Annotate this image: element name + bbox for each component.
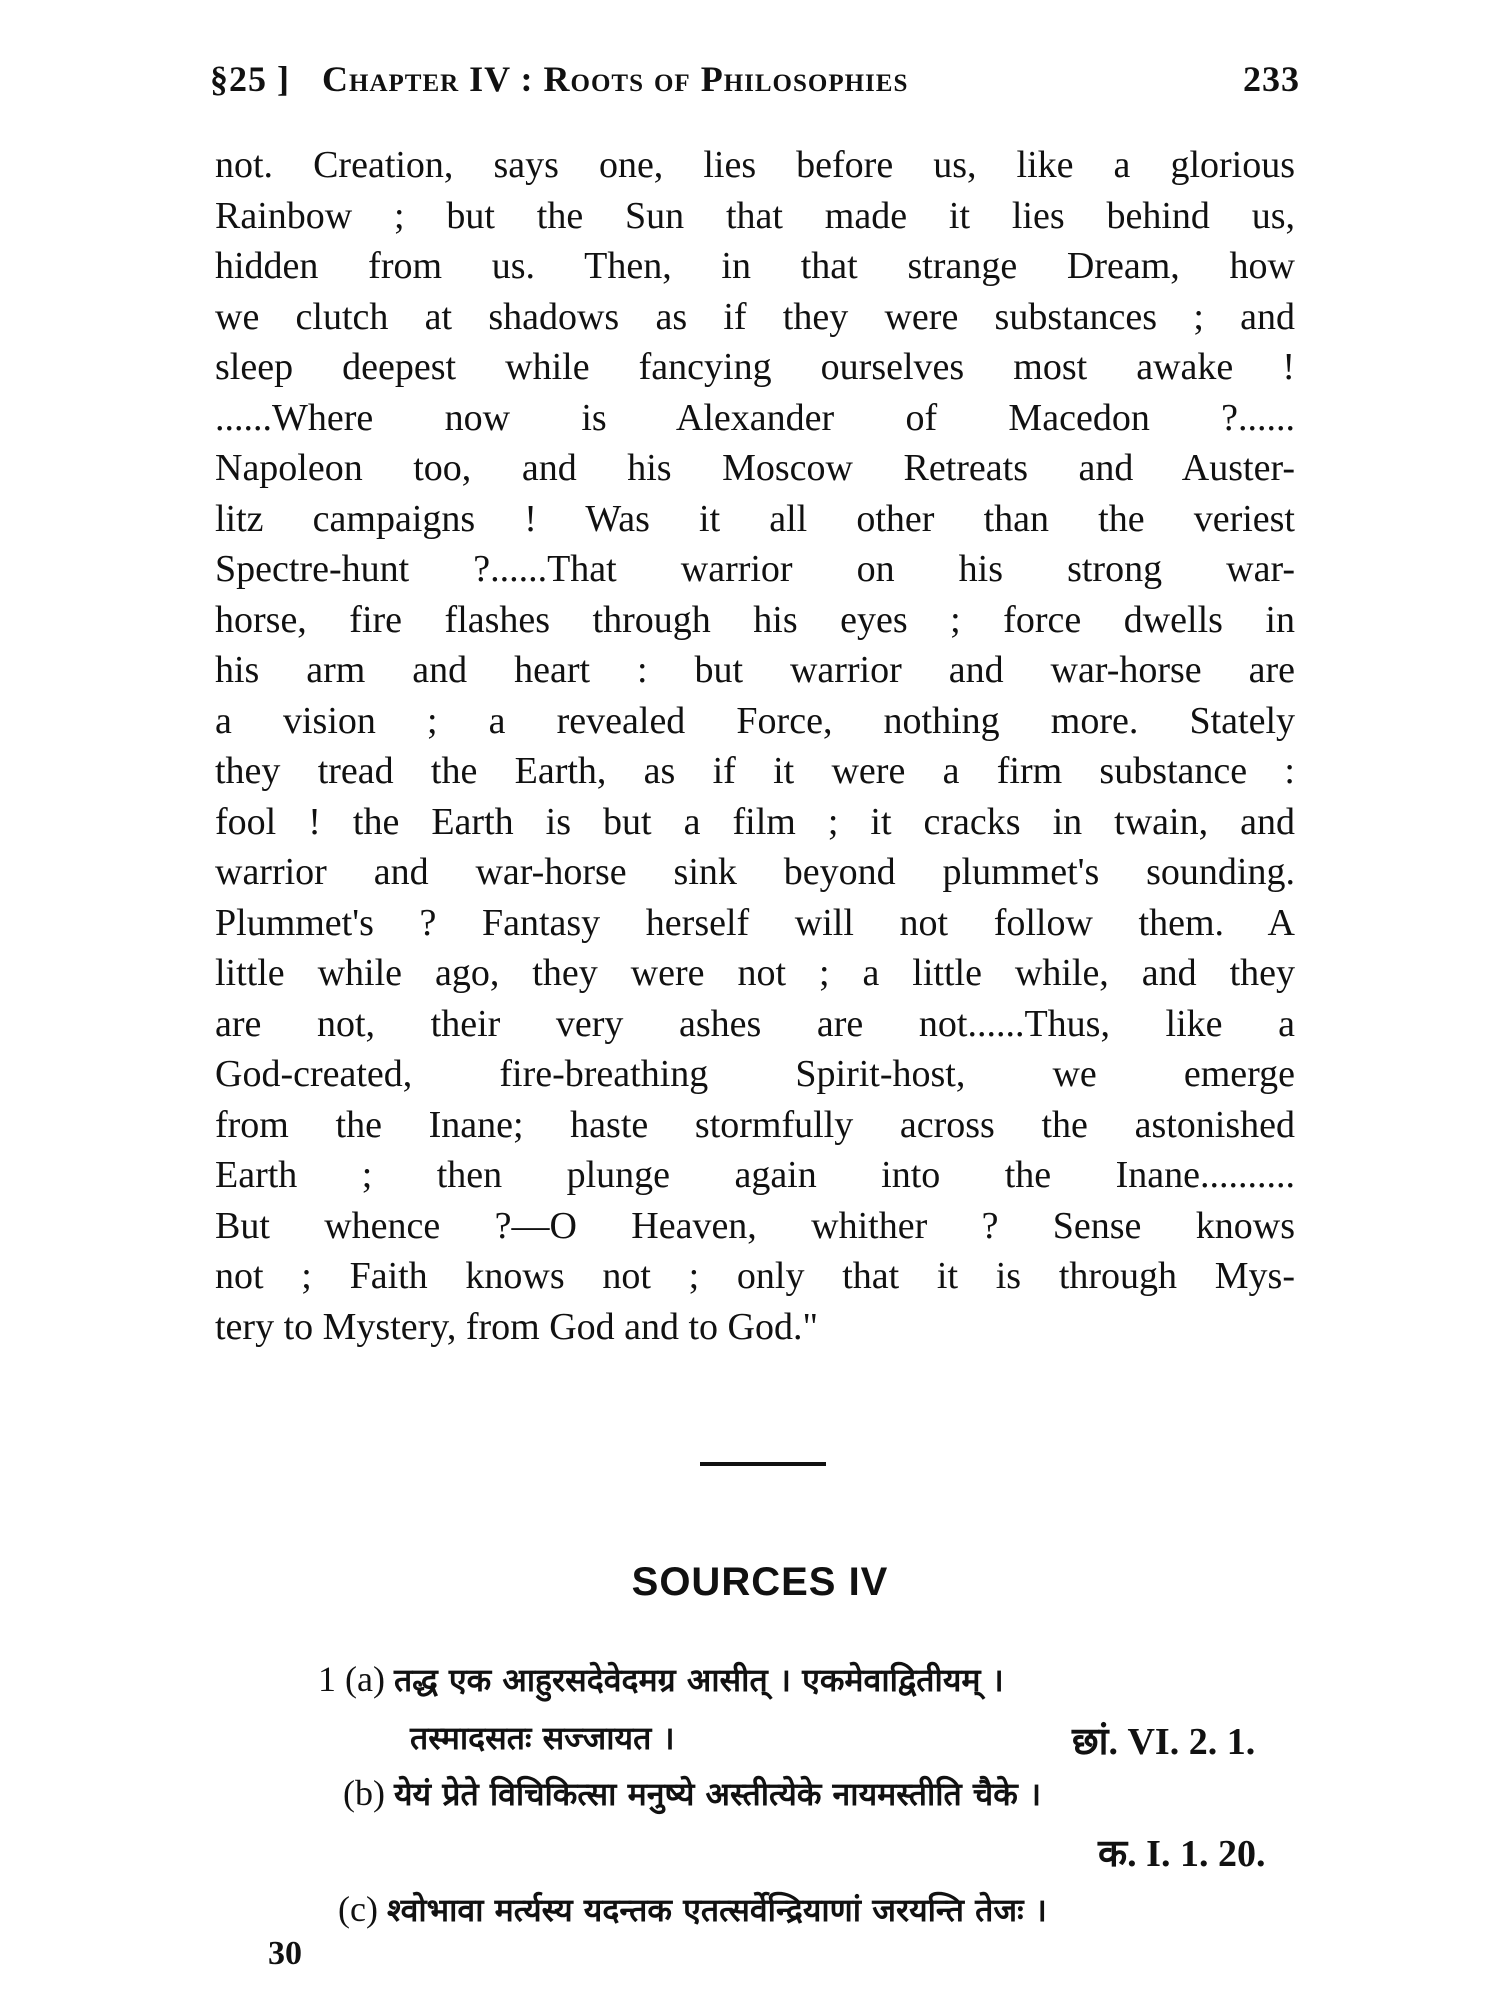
text-line: horse, fire flashes through his eyes ; force dwells in (215, 598, 1295, 641)
text-line: tery to Mystery, from God and to God." (215, 1305, 819, 1348)
text-line: we clutch at shadows as if they were substances ; and (215, 295, 1295, 338)
running-head (210, 58, 1300, 108)
sources-heading: SOURCES IV (631, 1560, 889, 1604)
sanskrit-text: तस्मादसतः सज्जायत । (410, 1719, 675, 1757)
signature-mark: 30 (268, 1935, 302, 1972)
source-item (410, 1716, 675, 1759)
text-line: a vision ; a revealed Force, nothing more. Stately (215, 699, 1295, 742)
text-line: fool ! the Earth is but a film ; it cracks in twain, and (215, 800, 1295, 843)
text-line: Napoleon too, and his Moscow Retreats and Auster- (215, 447, 1295, 489)
text-line: not ; Faith knows not ; only that it is through Mys- (215, 1255, 1295, 1297)
text-line: warrior and war-horse sink beyond plummet's sounding. (215, 851, 1295, 893)
sanskrit-text: श्वोभावा मर्त्यस्य यदन्तक एतत्सर्वेन्द्रियाणां जरयन्ति तेजः । (386, 1891, 1047, 1929)
text-line: from the Inane; haste stormfully across the astonished (215, 1103, 1295, 1146)
source-reference: छां. VI. 2. 1. (1072, 1721, 1256, 1763)
source-item (338, 1888, 1047, 1931)
text-line: hidden from us. Then, in that strange Dream, how (215, 245, 1295, 287)
text-line: little while ago, they were not ; a little while, and they (215, 952, 1295, 994)
text-line: his arm and heart : but warrior and war-horse are (215, 649, 1295, 691)
source-label: 1 (a) (318, 1659, 385, 1699)
source-item (318, 1658, 1004, 1701)
section-divider (700, 1462, 826, 1466)
text-line: are not, their very ashes are not......Thus, like a (215, 1002, 1295, 1045)
text-line: sleep deepest while fancying ourselves most awake ! (215, 346, 1295, 388)
text-line: God-created, fire-breathing Spirit-host, we emerge (215, 1053, 1295, 1095)
text-line: not. Creation, says one, lies before us, like a glorious (215, 144, 1295, 186)
page-number: 233 (1243, 59, 1300, 99)
sanskrit-text: येयं प्रेते विचिकित्सा मनुष्ये अस्तीत्येके नायमस्तीति चैके । (393, 1775, 1042, 1813)
chapter-title: Chapter IV : Roots of Philosophies (322, 59, 909, 99)
text-line: Earth ; then plunge again into the Inane.......... (215, 1154, 1295, 1196)
text-line: Spectre-hunt ?......That warrior on his strong war- (215, 548, 1295, 590)
text-line: But whence ?—O Heaven, whither ? Sense knows (215, 1204, 1295, 1247)
text-line: ......Where now is Alexander of Macedon ?...... (215, 396, 1295, 439)
text-line: litz campaigns ! Was it all other than the veriest (215, 497, 1295, 540)
section-marker: §25 ] (210, 59, 290, 99)
source-label: (c) (338, 1889, 378, 1929)
body-paragraph (215, 140, 1295, 1352)
sanskrit-text: तद्ध एक आहुरसदेवेदमग्र आसीत् । एकमेवाद्वितीयम् । (393, 1661, 1004, 1699)
source-item (343, 1772, 1041, 1815)
text-line: Rainbow ; but the Sun that made it lies behind us, (215, 194, 1295, 237)
text-line: they tread the Earth, as if it were a firm substance : (215, 750, 1295, 792)
text-line: Plummet's ? Fantasy herself will not follow them. A (215, 901, 1295, 944)
source-label: (b) (343, 1773, 385, 1813)
source-reference: क. I. 1. 20. (1098, 1833, 1266, 1875)
